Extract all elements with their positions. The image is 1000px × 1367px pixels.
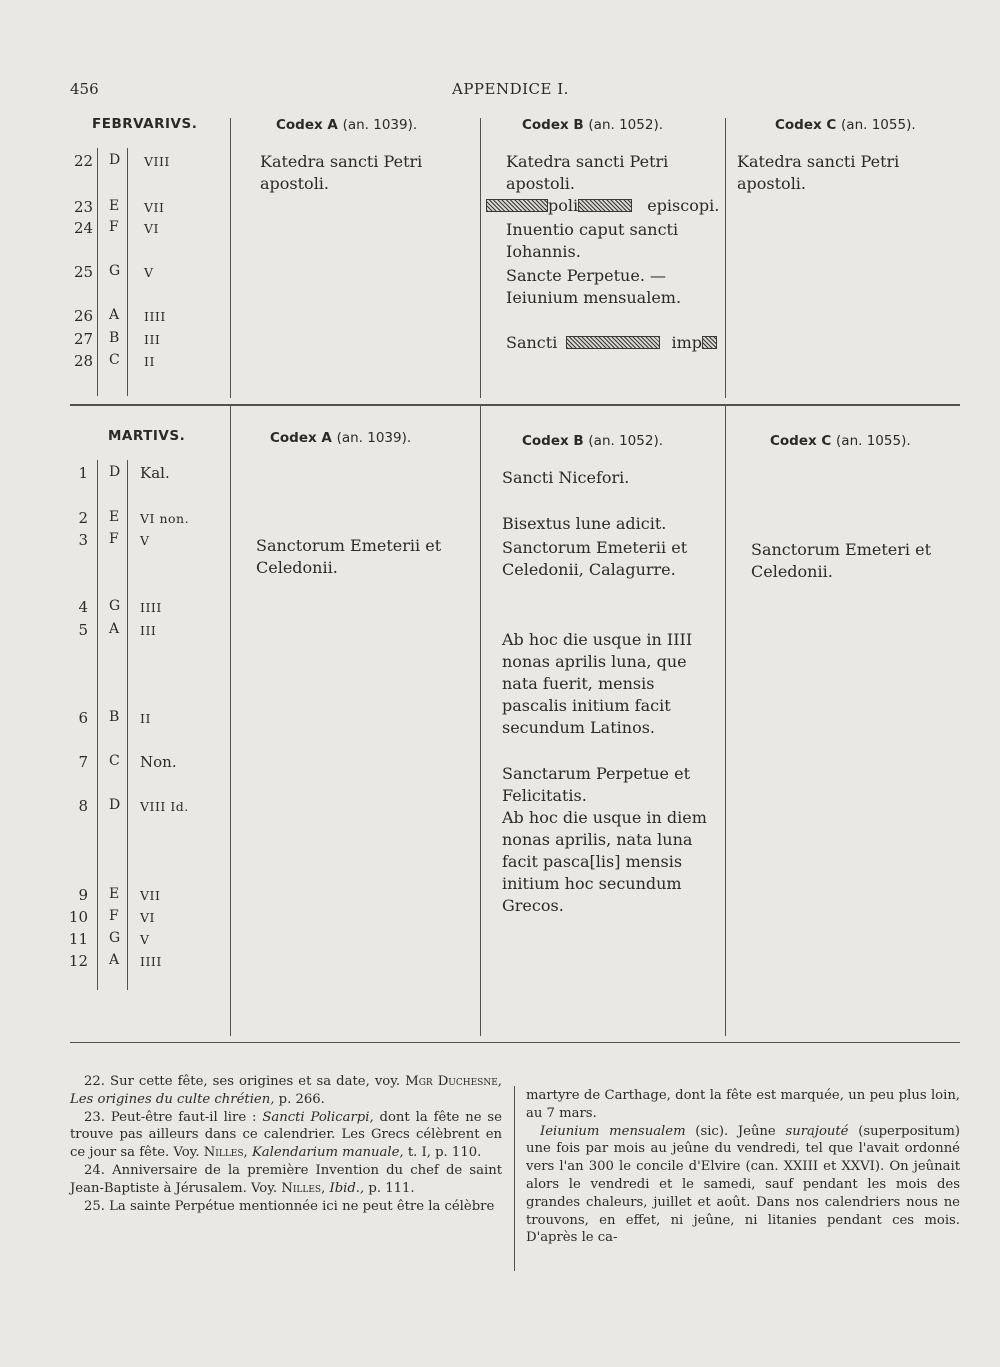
dominical-letter: A: [109, 307, 120, 323]
footnotes-right: [526, 1087, 960, 1247]
running-head: APPENDICE I.: [452, 80, 569, 98]
dominical-letter: G: [109, 598, 121, 614]
dominical-letter: E: [109, 509, 120, 525]
footnote-23: 23. Peut-être faut-il lire : Sancti Policarpi, dont la fête ne se trouve pas ailleurs dans ce calendrier. Les Grecs célèbrent en ce jour sa fête. Voy. Nilles, Kalendarium manuale, t. I, p. 110.: [70, 1109, 502, 1161]
day-number: 7: [78, 753, 88, 771]
rule-vertical: [480, 118, 481, 398]
codex-a-header: Codex A (an. 1039).: [276, 117, 418, 133]
roman-date: VIII Id.: [140, 799, 189, 814]
rule-vertical: [127, 148, 128, 396]
dominical-letter: G: [109, 263, 121, 279]
entry-codex-c: Sanctorum Emeteri et Celedonii.: [751, 540, 932, 581]
rule-vertical: [480, 406, 481, 1036]
day-number: 1: [78, 464, 88, 482]
footnote-25-continued: martyre de Carthage, dont la fête est marquée, un peu plus loin, au 7 mars.: [526, 1088, 960, 1121]
entry-codex-b: Ab hoc die usque in IIII nonas aprilis luna, que nata fuerit, mensis pascalis initium facit secundum Latinos.: [502, 630, 693, 737]
entry-codex-b: Katedra sancti Petri apostoli.: [506, 152, 669, 193]
day-number: 11: [68, 930, 88, 948]
lacuna-hatch: [566, 336, 660, 349]
roman-date: VI non.: [140, 511, 190, 526]
lacuna-hatch: [578, 199, 632, 212]
dominical-letter: A: [109, 621, 120, 637]
entry-codex-b: Inuentio caput sancti Iohannis.: [506, 220, 679, 261]
dominical-letter: D: [109, 464, 121, 480]
entry-codex-b: Sanctorum Emeterii et Celedonii, Calagurre.: [502, 538, 688, 579]
entry-codex-a: Sanctorum Emeterii et Celedonii.: [256, 536, 442, 577]
rule-vertical: [127, 460, 128, 990]
roman-date: VI: [144, 221, 159, 236]
codex-a-header: Codex A (an. 1039).: [270, 430, 412, 446]
dominical-letter: E: [109, 198, 120, 214]
entry-codex-b: Bisextus lune adicit.: [502, 514, 667, 533]
roman-date: V: [140, 932, 150, 947]
dominical-letter: B: [109, 709, 120, 725]
day-number: 6: [78, 709, 88, 727]
footnote-22: 22. Sur cette fête, ses origines et sa date, voy. Mgr Duchesne, Les origines du culte chrétien, p. 266.: [70, 1074, 502, 1107]
footnote-column-rule: [514, 1086, 515, 1271]
day-number: 26: [74, 307, 94, 325]
entry-codex-b-lacuna: poli episcopi.: [486, 195, 721, 217]
day-number: 28: [74, 352, 94, 370]
roman-date: VIII: [144, 154, 170, 169]
day-number: 9: [78, 886, 88, 904]
dominical-letter: F: [109, 908, 119, 924]
roman-date: V: [140, 533, 150, 548]
roman-date: VI: [140, 910, 155, 925]
lacuna-hatch: [702, 336, 717, 349]
codex-c-header: Codex C (an. 1055).: [775, 117, 916, 133]
rule-vertical: [230, 406, 231, 1036]
day-number: 23: [74, 198, 94, 216]
rule-vertical: [230, 118, 231, 398]
roman-date: III: [144, 332, 161, 347]
roman-date: Kal.: [140, 464, 170, 482]
entry-codex-b: Sancti Nicefori.: [502, 468, 630, 487]
lacuna-hatch: [486, 199, 548, 212]
roman-date: III: [140, 623, 157, 638]
dominical-letter: A: [109, 952, 120, 968]
dominical-letter: F: [109, 219, 119, 235]
month-february: FEBRVARIVS.: [92, 116, 198, 132]
entry-codex-a: Katedra sancti Petri apostoli.: [260, 152, 423, 193]
footnotes-left: [70, 1073, 502, 1215]
day-number: 22: [74, 152, 94, 170]
section-divider: [70, 404, 960, 406]
month-march: MARTIVS.: [108, 428, 186, 444]
day-number: 25: [74, 263, 94, 281]
codex-c-header: Codex C (an. 1055).: [770, 433, 911, 449]
day-number: 4: [78, 598, 88, 616]
footnote-26: Ieiunium mensualem (sic). Jeûne surajouté (superpositum) une fois par mois au jeûne du vendredi, tel que l'avait ordonné vers l'an 300 le concile d'Elvire (can. XXIII et XXVI). On jeûnait alors le vendredi et le samedi, sauf pendant les mois des grandes chaleurs, juillet et août. Dans nos calendriers nous ne trouvons, en effet, ni jeûne, ni litanies pendant ces mois. D'après le ca-: [526, 1123, 960, 1246]
dominical-letter: G: [109, 930, 121, 946]
page-number: 456: [70, 80, 99, 98]
dominical-letter: C: [109, 753, 120, 769]
day-number: 5: [78, 621, 88, 639]
roman-date: IIII: [140, 600, 162, 615]
footnote-rule: [70, 1042, 960, 1043]
day-number: 2: [78, 509, 88, 527]
dominical-letter: D: [109, 152, 121, 168]
entry-codex-c: Katedra sancti Petri apostoli.: [737, 152, 900, 193]
footnote-24: 24. Anniversaire de la première Invention du chef de saint Jean-Baptiste à Jérusalem. Voy. Nilles, Ibid., p. 111.: [70, 1162, 502, 1196]
dominical-letter: D: [109, 797, 121, 813]
day-number: 8: [78, 797, 88, 815]
dominical-letter: E: [109, 886, 120, 902]
day-number: 27: [74, 330, 94, 348]
codex-b-header: Codex B (an. 1052).: [522, 117, 663, 133]
roman-date: IIII: [140, 954, 162, 969]
roman-date: VII: [144, 200, 165, 215]
dominical-letter: B: [109, 330, 120, 346]
entry-codex-b-lacuna: Sancti imp: [506, 332, 721, 354]
roman-date: II: [140, 711, 151, 726]
day-number: 10: [68, 908, 88, 926]
day-number: 3: [78, 531, 88, 549]
dominical-letter: F: [109, 531, 119, 547]
codex-b-header: Codex B (an. 1052).: [522, 433, 663, 449]
dominical-letter: C: [109, 352, 120, 368]
rule-vertical: [97, 460, 98, 990]
roman-date: VII: [140, 888, 161, 903]
entry-codex-b: Ab hoc die usque in diem nonas aprilis, nata luna facit pasca[lis] mensis initium hoc secundum Grecos.: [502, 808, 707, 915]
rule-vertical: [97, 148, 98, 396]
rule-vertical: [725, 118, 726, 398]
roman-date: V: [144, 265, 154, 280]
rule-vertical: [725, 406, 726, 1036]
entry-codex-b: Sancte Perpetue. — Ieiunium mensualem.: [506, 266, 682, 307]
roman-date: Non.: [140, 753, 177, 771]
day-number: 24: [74, 219, 94, 237]
day-number: 12: [68, 952, 88, 970]
roman-date: IIII: [144, 309, 166, 324]
footnote-25: 25. La sainte Perpétue mentionnée ici ne peut être la célèbre: [84, 1198, 495, 1214]
entry-codex-b: Sanctarum Perpetue et Felicitatis.: [502, 764, 691, 805]
roman-date: II: [144, 354, 155, 369]
